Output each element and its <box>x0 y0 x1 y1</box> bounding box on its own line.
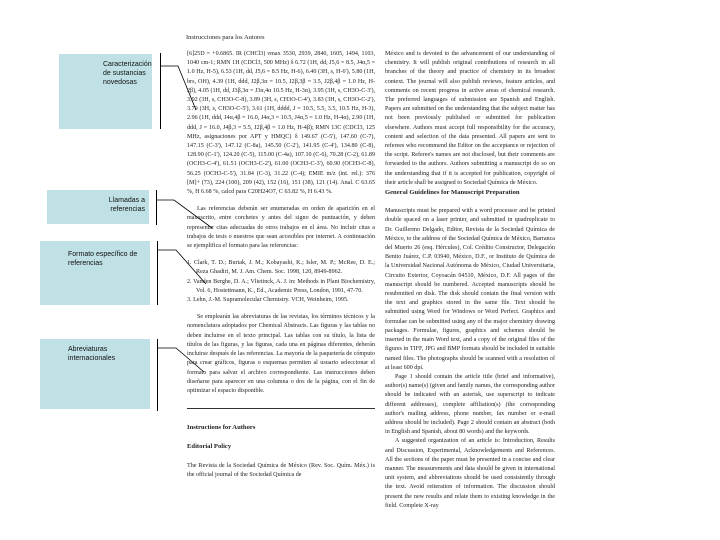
reference-item: 1. Clark, T. D.; Buriak, J. M.; Kobayashi, K.; Isler, M. P.; McRee, D. E.; Reza Ghadiri, M. J. Am. Chem. Soc. 1998, 120, 8949-8962. <box>187 260 375 276</box>
section-divider <box>187 408 375 409</box>
guidelines-paragraph: A suggested organization of an article is: Introduction, Results and Discussion, Experimental, Acknowledgements and References. All the sections of the paper must be presented in a concise and clear manner. The measurements and data should be given in international unit system, and abbreviations should be used consistently through the text. Avoid reiteration of information. The discussion should present the new results and relate them to existing knowledge in the field. Complete X-ray <box>385 438 555 509</box>
left-column <box>187 50 375 480</box>
reference-item: 3. Lehn, J.-M. Supramolecular Chemistry. VCH, Weinheim, 1995. <box>187 297 349 304</box>
annotation-label: Abreviaturas internacionales <box>68 346 116 362</box>
reference-list <box>187 259 375 305</box>
editorial-policy-start: The Revista de la Sociedad Química de México (Rev. Soc. Quím. Méx.) is the official journal of the Sociedad Química de <box>187 462 375 478</box>
section-title: Instructions for Authors <box>187 424 256 432</box>
guidelines-paragraph: Page 1 should contain the article title (brief and informative), author(s) name(s) (given and family names, the corresponding author should be indicated with an asterisk, use superscript to indicate different addresses), complete affiliation(s) (the corresponding author's mailing address, phone number, fax number or e-mail address should be included). Page 2 should contain an abstract (both in English and Spanish, about 80 words) and the keywords. <box>385 373 555 436</box>
characterization-data: [6]25D = +0.6865. IR (CHCl3) νmax 3530, 2939, 2840, 1605, 1494, 1103, 1040 cm-1; RMN 1H (CDCl3, 500 MHz) δ 6.72 (1H, dd, J5,6 = 8.5, J4α,5 = 1.0 Hz, H-5), 6.53 (1H, dd, J5,6 = 8.5 Hz, H-6), 6.40 (3H, s, H-6'), 5.80 (1H, brs, OH), 4.39 (1H, ddd, J2β,3α = 10.5, J2β,3β = 3.5, J2β,4β = 1.0 Hz, H-2β), 4.05 (1H, dd, J3β,3α = J3α,4α 10.5 Hz, H-3α), 3.95 (3H, s, CH3O-C-3'), 3.92 (3H, s, CH3O-C-8), 3.89 (3H, s, CH3O-C-4'), 3.83 (3H, s, CH3O-C-2'), 3.79 (3H, s, CH3O-C-5'), 3.61 (1H, dddd, J = 10.5, 5.5, 3.5, 10.5 Hz, H-3), 2.96 (1H, ddd, J4α,4β = 16.0, J4α,3 = 10.5, J4α,5 = 1.0 Hz, H-4α), 2.90 (1H, ddd, J = 16.0, J4β,3 = 5.5, J2β,4β = 1.0 Hz, H-4β); RMN 13C (CDCl3, 125 MHz, asignaciones por APT y HMQC) δ 149.67 (C-5'), 147.60 (C-7), 147.15 (C-3'), 147.12 (C-8a), 145.50 (C-2'), 141.95 (C-4'), 134.80 (C-8), 128.90 (C-1'), 124.20 (C-5), 115.00 (C-4a), 107.10 (C-6), 70.28 (C-2), 61.89 (OCH3-C-4'), 61.51 (OCH3-C-2'), 61.00 (OCH3-C-3'), 60.90 (OCH3-C-8), 56.25 (OCH3-C-5'), 31.84 (C-3), 31.22 (C-4); EMIE m/z (int. rel.): 376 [M]+ (73), 224 (100), 209 (42), 152 (16), 151 (38), 121 (14). Anal. C 63.65 %, H 6.68 %, calcd para C20H24O7, C 63.82 %, H 6.43 %. <box>187 51 375 196</box>
annotation-label: Formato específico de referencias <box>68 251 138 267</box>
subsection-title: Editorial Policy <box>187 443 232 451</box>
journal-page <box>183 30 557 540</box>
annotation-label: Caracterización de sustancias novedosas <box>103 61 152 86</box>
guidelines-paragraph: Manuscripts must be prepared with a word processor and be printed double spaced on a laser printer, and submitted in quadruplicate to Dr. Guillermo Delgado, Editor, Revista de la Sociedad Química de México, to the address of the Sociedad Química de México, Barranca del Muerto 26 (esq. Hércules), Col. Crédito Constructor, Delegación Benito Juárez, C.P. 03940, México, D.F., or Instituto de Química de la Universidad Nacional Autónoma de México, Ciudad Universitaria, Circuito Exterior, Coyoacán 04510, México, D.F. All pages of the manuscript should be numbered. Accepted manuscripts should be resubmitted on disk. The disk should contain the final version with the text and graphics stored in the same file. Text should be submitted using Word for Windows or Word Perfect. Graphics and formulae can be submitted using any of the major chemistry drawing packages. Formulae, figures, graphics and schemes should be inserted in the main Word text, and a copy of the original files of the figures in TIFF, JPG and BMP formats should be included in suitable named files. The photographs should be scanned with a resolution of at least 600 dpi. <box>385 208 555 371</box>
abbreviations-paragraph: Se emplearán las abreviaturas de las revistas, los términos técnicos y la nomenclatura adoptados por Chemical Abstracts. Las figuras y las tablas no deben incluirse en el texto principal. Las tablas con su título, la lista de títulos de las figuras, y las figuras, cada una en páginas diferentes, deberán incluirse después de las referencias. La mayoría de la paquetería de cómputo para crear gráficos, figuras o esquemas permiten al usuario seleccionar el formato para salvar el archivo correspondiente. Las instrucciones deben diseñarse para aparecer en una columna o dos de la página, con el fin de optimizar el espacio disponible. <box>187 314 375 394</box>
guidelines-title: General Guidelines for Manuscript Preparation <box>385 189 520 197</box>
references-intro: Las referencias deberán ser enumeradas en orden de aparición en el manuscrito, entre corchetes y antes del signo de puntuación, y deben representar citas adecuadas de otros trabajos en el área. No incluir citas a trabajos de tesis o nuestros que sean accesibles por internet. A continuación se ejemplifica el formato para las referencias: <box>187 206 375 250</box>
right-column <box>385 50 555 511</box>
annotation-label: Llamadas a referencias <box>108 197 145 213</box>
running-head: Instrucciones para los Autores <box>186 34 265 41</box>
editorial-policy-cont: México and is devoted to the advancement of our understanding of chemistry. It will publish original contributions of research in all branches of the theory and practice of chemistry in its broadest context. The journal will also publish reviews, feature articles, and comments on recent progress in active areas of chemical research. The preferred languages of submission are Spanish and English. Papers are submitted on the understanding that the subject matter has not been previously published or submitted for publication elsewhere. Authors must accept full responsibility for the accuracy, content and selection of the data presented. All papers are sent to referees who recommend the Editor on the acceptance or rejection of the script. Referee's names are not disclosed, but their comments are forwarded to the authors. Authors submitting a manuscript do so on the understanding that if it is accepted for publication, copyright of their article shall be assigned to Sociedad Química de México. <box>385 51 555 186</box>
reference-item: 2. Vanden Berghe, D. A.; Vlietinck, A. J. in: Methods in Plant Biochemistry, Vol. 6, Hostettmann, K., Ed., Academic Press, London, 1991, 47-70. <box>187 278 375 294</box>
